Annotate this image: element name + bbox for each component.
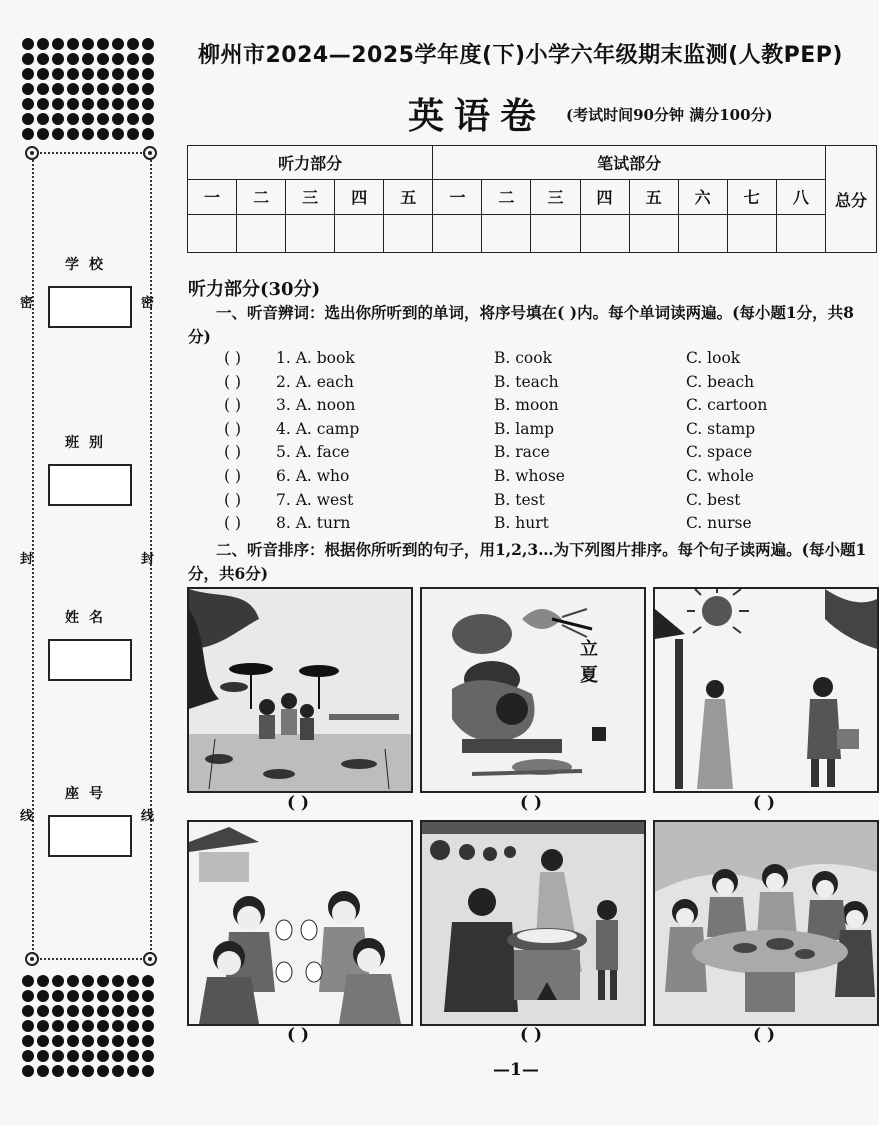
col-header: 六 [678,180,727,214]
binding-dot [37,128,49,140]
binding-dot [127,53,139,65]
option-c: C. beach [686,372,755,391]
binding-dot [112,68,124,80]
binding-dot [112,38,124,50]
picture-5 [420,820,646,1026]
binding-dot [142,1065,154,1077]
binding-dot [127,83,139,95]
option-c: C. nurse [686,514,752,533]
binding-dot [22,98,34,110]
binding-dot [37,83,49,95]
page-number: —1— [493,1060,539,1080]
binding-dot [22,68,34,80]
binding-dot [37,98,49,110]
binding-dot [82,98,94,110]
binding-dot [127,1065,139,1077]
binding-dot [22,975,34,987]
col-header: 三 [531,180,580,214]
answer-paren[interactable]: ( ) [224,349,242,367]
binding-dot [112,1020,124,1032]
binding-dot [67,1020,79,1032]
binding-dot [37,990,49,1002]
binding-dot [97,98,109,110]
option-b: B. lamp [494,419,555,438]
score-cell[interactable] [384,214,433,252]
col-header: 五 [384,180,433,214]
binding-dot [112,1065,124,1077]
option-c: C. cartoon [686,396,768,415]
option-c: C. whole [686,467,754,485]
binding-dot [82,53,94,65]
seal-mark: 封 [20,552,34,567]
binding-dot [97,1020,109,1032]
picture-1 [187,587,413,793]
binding-dashed-bottom [32,958,150,960]
option-a: 7. A. west [276,490,354,509]
binding-dot [82,1020,94,1032]
binding-dot [52,1020,64,1032]
binding-dot [67,975,79,987]
option-a: 5. A. face [276,443,350,462]
binding-dot [37,1020,49,1032]
binding-dot [52,1065,64,1077]
score-cell[interactable] [727,214,776,252]
binding-dot [52,53,64,65]
listening-header: 听力部分 [188,146,433,180]
binding-dot [52,1035,64,1047]
binding-dots-bottom [22,975,157,1080]
binding-dot [22,1050,34,1062]
col-header: 三 [286,180,335,214]
binding-dot [22,1035,34,1047]
binding-dot [52,68,64,80]
binding-dot [127,68,139,80]
col-header: 二 [237,180,286,214]
listening-item [224,349,784,372]
listening-item [224,467,784,490]
binding-dot [22,1065,34,1077]
binding-dot [52,83,64,95]
score-cell[interactable] [433,214,482,252]
part1-instruction: 一、听音辨词：选出你所听到的单词，将序号填在( )内。每个单词读两遍。(每小题1分，共8分) [188,303,854,346]
option-c: C. best [686,490,741,509]
part2-instruction: 二、听音排序：根据你所听到的句子，用1,2,3…为下列图片排序。每个句子读两遍。(每小题1分，共6分) [188,540,867,583]
binding-dot [112,128,124,140]
answer-blank-2[interactable]: ( ) [519,793,542,813]
listening-item [224,396,784,419]
binding-dot [127,38,139,50]
option-b: B. hurt [494,514,549,533]
binding-circle-icon [25,952,39,966]
binding-dot [37,53,49,65]
seal-mark: 封 [141,552,155,567]
binding-dot [82,1035,94,1047]
binding-dot [82,1050,94,1062]
binding-dot [112,1005,124,1017]
option-c: C. stamp [686,419,756,438]
binding-dot [127,1020,139,1032]
binding-dot [97,975,109,987]
binding-dot [67,1005,79,1017]
option-c: C. look [686,349,741,367]
binding-dot [97,38,109,50]
binding-dot [37,113,49,125]
binding-dot [142,1020,154,1032]
binding-dot [97,1035,109,1047]
exam-title: 柳州市2024—2025学年度(下)小学六年级期末监测(人教PEP) [198,43,843,68]
answer-blank-1[interactable]: ( ) [286,793,309,813]
binding-dot [52,975,64,987]
binding-dot [67,83,79,95]
binding-dot [52,128,64,140]
score-cell[interactable] [335,214,384,252]
binding-dot [142,83,154,95]
listening-item [224,420,784,443]
seat-number-field[interactable] [48,815,132,857]
binding-dot [67,1035,79,1047]
score-cell[interactable] [188,214,237,252]
score-cell[interactable] [776,214,825,252]
binding-dot [112,975,124,987]
binding-dot [112,83,124,95]
binding-dot [112,1050,124,1062]
seal-mark: 密 [141,296,155,311]
binding-dot [127,98,139,110]
school-field[interactable] [48,286,132,328]
answer-blank-4[interactable]: ( ) [286,1025,309,1045]
col-header: 四 [335,180,384,214]
binding-dot [142,990,154,1002]
binding-dot [142,113,154,125]
col-header: 四 [580,180,629,214]
col-header: 七 [727,180,776,214]
binding-dot [22,113,34,125]
score-cell[interactable] [237,214,286,252]
binding-dot [97,1050,109,1062]
binding-circle-icon [25,146,39,160]
binding-dots-top [22,38,157,143]
binding-dot [82,113,94,125]
class-field[interactable] [48,464,132,506]
binding-dot [37,68,49,80]
binding-dot [97,1065,109,1077]
binding-dot [82,38,94,50]
binding-dot [37,1035,49,1047]
binding-dot [22,38,34,50]
binding-dot [82,68,94,80]
answer-paren[interactable]: ( ) [224,467,242,485]
binding-dot [142,38,154,50]
binding-dot [37,1005,49,1017]
score-cell[interactable] [580,214,629,252]
option-c: C. space [686,443,753,462]
binding-dot [112,98,124,110]
picture-6 [653,820,879,1026]
binding-dot [67,990,79,1002]
option-a: 1. A. book [276,349,355,367]
answer-paren[interactable]: ( ) [224,372,242,391]
binding-dot [67,113,79,125]
binding-dot [142,68,154,80]
binding-dot [142,975,154,987]
score-cell[interactable] [286,214,335,252]
seal-mark: 线 [20,809,34,824]
subject-title: 英语卷 [408,95,547,137]
binding-dot [127,1005,139,1017]
binding-dot [127,990,139,1002]
listening-item [224,514,784,537]
answer-paren[interactable]: ( ) [224,419,242,438]
school-label: 学校 [65,257,113,273]
binding-dot [52,98,64,110]
binding-dot [97,990,109,1002]
total-header: 总分 [826,146,877,253]
binding-dot [82,975,94,987]
picture-2 [420,587,646,793]
col-header: 一 [433,180,482,214]
option-b: B. race [494,443,550,462]
binding-dot [112,1035,124,1047]
binding-dot [127,975,139,987]
answer-paren[interactable]: ( ) [224,396,242,415]
option-a: 4. A. camp [276,419,360,438]
score-table [187,145,877,253]
col-header: 一 [188,180,237,214]
exam-info: (考试时间90分钟 满分100分) [566,106,773,124]
binding-dot [22,53,34,65]
binding-dot [67,38,79,50]
option-a: 6. A. who [276,467,350,485]
binding-dot [37,1065,49,1077]
binding-dot [82,1005,94,1017]
picture-4 [187,820,413,1026]
binding-circle-icon [143,146,157,160]
answer-blank-3[interactable]: ( ) [752,793,775,813]
option-b: B. test [494,490,545,509]
binding-dot [97,128,109,140]
binding-dot [127,113,139,125]
binding-dot [52,38,64,50]
binding-dot [52,113,64,125]
binding-dot [142,128,154,140]
option-b: B. moon [494,396,559,415]
binding-dot [142,1050,154,1062]
answer-blank-6[interactable]: ( ) [752,1025,775,1045]
col-header: 八 [776,180,825,214]
binding-dot [67,98,79,110]
binding-dot [82,990,94,1002]
binding-dot [22,1005,34,1017]
option-b: B. cook [494,349,552,367]
binding-dot [142,1005,154,1017]
writing-header: 笔试部分 [433,146,826,180]
binding-dot [52,1005,64,1017]
listening-item [224,443,784,466]
binding-dot [67,53,79,65]
binding-dot [127,1050,139,1062]
score-cell[interactable] [531,214,580,252]
picture-3 [653,587,879,793]
binding-dot [97,68,109,80]
class-label: 班别 [65,435,113,451]
binding-dot [37,38,49,50]
binding-dot [22,990,34,1002]
binding-dot [52,1050,64,1062]
binding-dot [82,1065,94,1077]
binding-dot [142,1035,154,1047]
binding-dot [22,128,34,140]
binding-dot [97,1005,109,1017]
col-header: 五 [629,180,678,214]
binding-dot [52,990,64,1002]
binding-dot [127,128,139,140]
name-label: 姓名 [65,610,113,626]
binding-dot [112,53,124,65]
seal-mark: 线 [141,809,155,824]
answer-paren[interactable]: ( ) [224,514,242,533]
binding-dashed-top [32,152,150,154]
score-cell[interactable] [629,214,678,252]
binding-dot [37,975,49,987]
binding-dot [97,113,109,125]
binding-dot [67,1065,79,1077]
option-b: B. teach [494,372,559,391]
binding-dot [37,1050,49,1062]
answer-paren[interactable]: ( ) [224,490,242,509]
score-cell[interactable] [482,214,531,252]
binding-dot [97,83,109,95]
seal-mark: 密 [20,296,34,311]
answer-paren[interactable]: ( ) [224,443,242,462]
option-a: 2. A. each [276,372,354,391]
binding-circle-icon [143,952,157,966]
binding-dot [127,1035,139,1047]
listening-item [224,373,784,396]
binding-dot [82,128,94,140]
listening-item [224,491,784,514]
name-field[interactable] [48,639,132,681]
score-cell[interactable] [678,214,727,252]
binding-dot [142,53,154,65]
option-b: B. whose [494,467,565,485]
binding-dot [97,53,109,65]
seat-number-label: 座号 [65,786,113,802]
binding-dot [67,1050,79,1062]
answer-blank-5[interactable]: ( ) [519,1025,542,1045]
picture-text: 夏 [580,665,598,686]
col-header: 二 [482,180,531,214]
binding-dot [22,1020,34,1032]
binding-dot [22,83,34,95]
binding-dot [67,128,79,140]
section-title: 听力部分(30分) [188,279,321,300]
option-a: 8. A. turn [276,514,351,533]
binding-dot [112,113,124,125]
binding-dot [67,68,79,80]
picture-text: 立 [580,639,598,660]
binding-dot [82,83,94,95]
option-a: 3. A. noon [276,396,356,415]
binding-dot [112,990,124,1002]
binding-dot [142,98,154,110]
